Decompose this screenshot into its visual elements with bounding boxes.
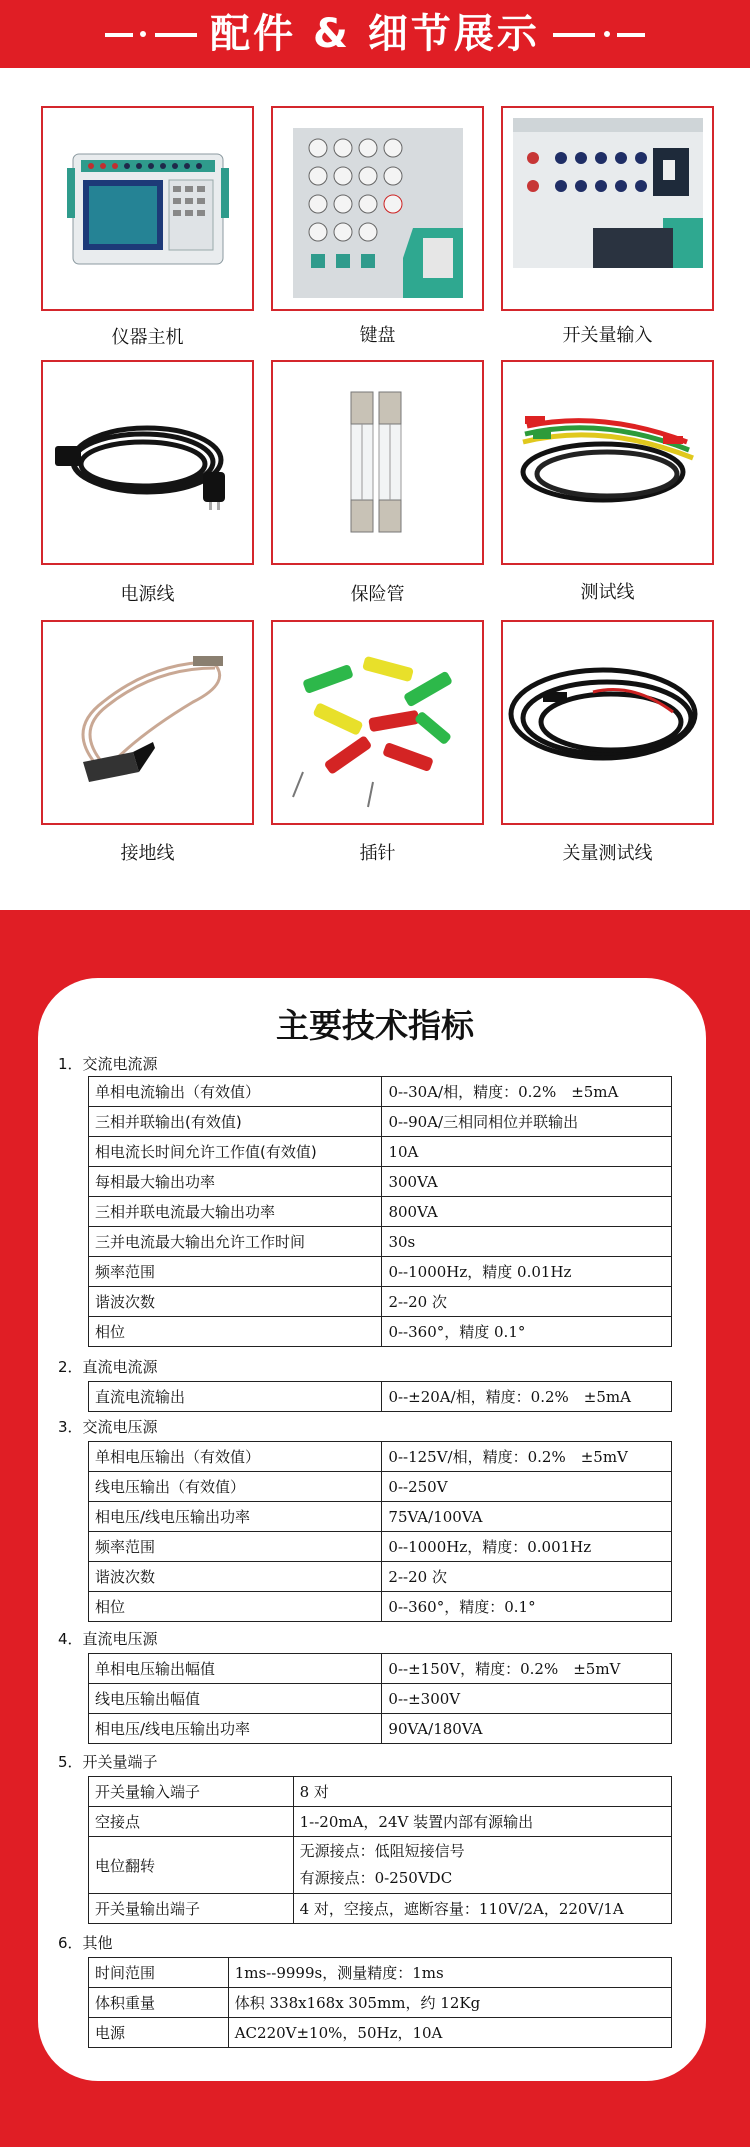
accessory-card xyxy=(41,620,254,825)
accessory-label: 开关量输入 xyxy=(562,325,653,346)
fuse-icon xyxy=(273,362,482,563)
table-row xyxy=(89,1894,672,1924)
table-row xyxy=(89,1714,672,1744)
param-name: 三相并联电流最大输出功率 xyxy=(89,1197,382,1227)
table-row xyxy=(89,1257,672,1287)
section-heading: 2．直流电流源 xyxy=(58,1358,158,1376)
param-name: 开关量输入端子 xyxy=(89,1777,294,1807)
table-row xyxy=(89,1837,672,1894)
spec-table-other xyxy=(88,1957,672,2048)
table-row xyxy=(89,1472,672,1502)
table-row xyxy=(89,1382,672,1412)
param-value: 90VA/180VA xyxy=(382,1714,672,1744)
param-value: 1ms--9999s，测量精度：1ms xyxy=(228,1958,671,1988)
table-row xyxy=(89,1562,672,1592)
table-row xyxy=(89,1532,672,1562)
banner-title: 配件 & 细节展示 xyxy=(210,11,540,57)
accessory-label: 电源线 xyxy=(120,584,175,605)
param-value: 0--1000Hz，精度 0.01Hz xyxy=(382,1257,672,1287)
param-name: 频率范围 xyxy=(89,1532,382,1562)
accessory-card xyxy=(501,106,714,311)
param-name: 相电压/线电压输出功率 xyxy=(89,1714,382,1744)
param-value: 0--360°，精度：0.1° xyxy=(382,1592,672,1622)
table-row xyxy=(89,1502,672,1532)
instrument-icon xyxy=(43,108,252,309)
ground-wire-icon xyxy=(43,622,252,823)
param-value xyxy=(293,1837,671,1894)
accessory-label: 关量测试线 xyxy=(562,843,653,864)
table-row xyxy=(89,1287,672,1317)
param-name: 相电流长时间允许工作值(有效值) xyxy=(89,1137,382,1167)
param-name: 空接点 xyxy=(89,1807,294,1837)
param-name: 单相电流输出（有效值） xyxy=(89,1077,382,1107)
param-value: 4 对，空接点，遮断容量：110V/2A，220V/1A xyxy=(293,1894,671,1924)
table-row xyxy=(89,1807,672,1837)
param-value: 0--±300V xyxy=(382,1684,672,1714)
spec-table-ac-voltage xyxy=(88,1441,672,1622)
accessory-card xyxy=(271,620,484,825)
param-value: 1--20mA，24V 装置内部有源输出 xyxy=(293,1807,671,1837)
param-value-line: 有源接点：0-250VDC xyxy=(299,1869,453,1887)
param-value: 体积 338x168x 305mm，约 12Kg xyxy=(228,1988,671,2018)
param-name: 电位翻转 xyxy=(89,1837,294,1894)
param-value: 10A xyxy=(382,1137,672,1167)
section-heading: 4．直流电压源 xyxy=(58,1630,158,1648)
header-banner xyxy=(0,0,750,68)
table-row xyxy=(89,1958,672,1988)
switch-test-lead-icon xyxy=(503,622,712,823)
param-name: 直流电流输出 xyxy=(89,1382,382,1412)
param-name: 频率范围 xyxy=(89,1257,382,1287)
table-row xyxy=(89,1197,672,1227)
param-name: 开关量输出端子 xyxy=(89,1894,294,1924)
table-row xyxy=(89,1167,672,1197)
param-value-line: 无源接点：低阻短接信号 xyxy=(299,1842,465,1860)
test-lead-icon xyxy=(503,362,712,563)
banner-dash-right-1 xyxy=(553,33,595,37)
accessory-card xyxy=(501,620,714,825)
table-row xyxy=(89,1107,672,1137)
table-row xyxy=(89,1684,672,1714)
table-row xyxy=(89,1077,672,1107)
param-value: 300VA xyxy=(382,1167,672,1197)
param-name: 三并电流最大输出允许工作时间 xyxy=(89,1227,382,1257)
spec-table-ac-current xyxy=(88,1076,672,1347)
param-value: 75VA/100VA xyxy=(382,1502,672,1532)
power-cord-icon xyxy=(43,362,252,563)
param-name: 电源 xyxy=(89,2018,229,2048)
param-name: 线电压输出（有效值） xyxy=(89,1472,382,1502)
accessory-card xyxy=(271,360,484,565)
param-value: 0--±150V，精度：0.2% ±5mV xyxy=(382,1654,672,1684)
switch-input-icon xyxy=(503,108,712,309)
param-name: 谐波次数 xyxy=(89,1562,382,1592)
section-heading: 6．其他 xyxy=(58,1934,113,1952)
accessory-label: 保险管 xyxy=(350,584,405,605)
param-name: 谐波次数 xyxy=(89,1287,382,1317)
param-value: 8 对 xyxy=(293,1777,671,1807)
table-row xyxy=(89,1592,672,1622)
section-heading: 1．交流电流源 xyxy=(58,1055,158,1073)
param-name: 时间范围 xyxy=(89,1958,229,1988)
table-row xyxy=(89,1137,672,1167)
accessory-card xyxy=(41,106,254,311)
param-name: 每相最大输出功率 xyxy=(89,1167,382,1197)
accessory-label: 键盘 xyxy=(359,325,396,346)
section-heading: 3．交流电压源 xyxy=(58,1418,158,1436)
table-row xyxy=(89,1317,672,1347)
param-name: 体积重量 xyxy=(89,1988,229,2018)
param-name: 线电压输出幅值 xyxy=(89,1684,382,1714)
table-row xyxy=(89,2018,672,2048)
table-row xyxy=(89,1777,672,1807)
accessory-label: 测试线 xyxy=(580,582,635,603)
param-name: 相位 xyxy=(89,1592,382,1622)
spec-table-dc-voltage xyxy=(88,1653,672,1744)
table-row xyxy=(89,1442,672,1472)
accessory-label: 插针 xyxy=(359,843,396,864)
spec-table-dc-current xyxy=(88,1381,672,1412)
spec-table-switch-terminal xyxy=(88,1776,672,1924)
param-value: 0--125V/相，精度：0.2% ±5mV xyxy=(382,1442,672,1472)
table-row xyxy=(89,1654,672,1684)
param-name: 单相电压输出幅值 xyxy=(89,1654,382,1684)
param-value: 800VA xyxy=(382,1197,672,1227)
table-row xyxy=(89,1227,672,1257)
keypad-icon xyxy=(273,108,482,309)
accessory-label: 仪器主机 xyxy=(111,327,184,348)
param-value: AC220V±10%，50Hz，10A xyxy=(228,2018,671,2048)
param-value: 0--30A/相，精度：0.2% ±5mA xyxy=(382,1077,672,1107)
param-value: 0--360°，精度 0.1° xyxy=(382,1317,672,1347)
param-value: 30s xyxy=(382,1227,672,1257)
banner-dot-right xyxy=(604,31,610,37)
param-name: 相电压/线电压输出功率 xyxy=(89,1502,382,1532)
accessory-card xyxy=(271,106,484,311)
param-value: 0--1000Hz，精度：0.001Hz xyxy=(382,1532,672,1562)
section-heading: 5．开关量端子 xyxy=(58,1753,158,1771)
spec-title: 主要技术指标 xyxy=(276,1006,474,1045)
banner-dash-right-2 xyxy=(617,33,645,37)
param-name: 三相并联输出(有效值) xyxy=(89,1107,382,1137)
param-value: 2--20 次 xyxy=(382,1287,672,1317)
accessory-label: 接地线 xyxy=(120,843,175,864)
param-name: 单相电压输出（有效值） xyxy=(89,1442,382,1472)
param-value: 0--±20A/相，精度：0.2% ±5mA xyxy=(382,1382,672,1412)
param-value: 2--20 次 xyxy=(382,1562,672,1592)
param-value: 0--90A/三相同相位并联输出 xyxy=(382,1107,672,1137)
pin-icon xyxy=(273,622,482,823)
table-row xyxy=(89,1988,672,2018)
accessory-card xyxy=(501,360,714,565)
accessory-card xyxy=(41,360,254,565)
param-name: 相位 xyxy=(89,1317,382,1347)
param-value: 0--250V xyxy=(382,1472,672,1502)
